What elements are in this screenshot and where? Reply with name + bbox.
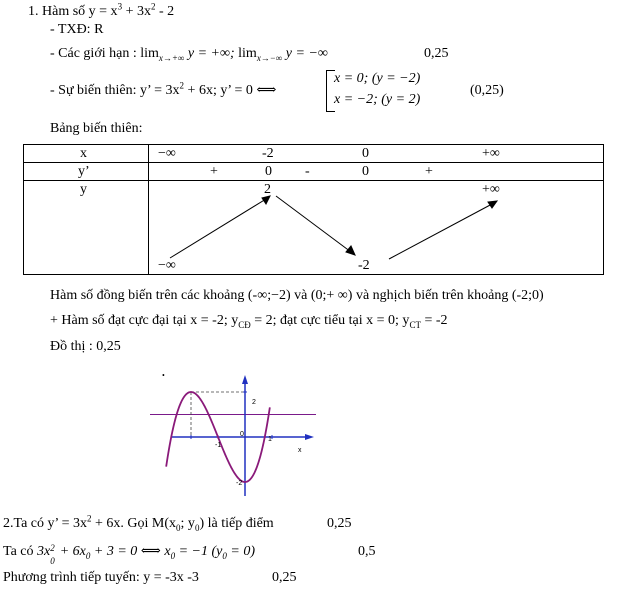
domain-line: - TXĐ: R [50,22,104,37]
label-y-2: 2 [252,399,256,406]
part2-line1: 2.Ta có y’ = $3x^2 + 6x$. Gọi $M(x_0$; $y_0$) là tiếp điểm [3,513,274,533]
problem-title: 1. Hàm số $y = x^3 + 3x^2 - 2$ [28,1,175,19]
x-neg-inf: −∞ [158,146,176,161]
case-xm2: x = −2; (y = 2) [334,92,421,107]
variation-score: (0,25) [470,83,504,98]
sign-plus-1: + [210,164,218,179]
y-pos-inf: +∞ [482,182,500,197]
limits-score: 0,25 [424,46,449,61]
graph-dot: • [162,371,165,380]
y-min-value: -2 [358,258,370,273]
row-y-label: y [80,182,87,197]
part2-line3-score: 0,25 [272,570,297,585]
part2-line2-score: 0,5 [358,544,376,559]
variation-line: - Sự biến thiên: y’ = $3x^2 + 6x$; y’ = 0 ⟺ [50,80,277,98]
label-origin: 0 [240,431,244,438]
sign-minus: - [305,164,310,179]
row-x-label: x [80,146,87,161]
table-caption: Bảng biến thiên: [50,121,143,136]
y-max-value: 2 [264,182,271,197]
sign-plus-2: + [425,164,433,179]
x-axis-arrow [305,434,314,440]
derivative-zero-2: 0 [362,164,369,179]
limits-line: - Các giới hạn : $\lim_{x\to+\infty} y$ = +∞; $\lim_{x\to-\infty} y$ = −∞ [50,46,328,63]
monotonic-line: Hàm số đồng biến trên các khoảng (-∞;−2) và (0;+ ∞) và nghịch biến trên khoảng (-2;0) [50,288,544,303]
label-x-axis: x [298,447,302,454]
part2-line1-score: 0,25 [327,516,352,531]
label-y-minus-2: -2 [236,480,243,487]
part2-line3: Phương trình tiếp tuyến: y = -3x -3 [3,570,199,585]
case-x0: x = 0; (y = −2) [334,71,421,86]
y-neg-inf: −∞ [158,258,176,273]
y-axis-arrow [242,375,248,384]
derivative-zero-1: 0 [265,164,272,179]
part2-line2: Ta có 3x 2 0 + $6x_0 + 3 = 0$ ⟺ $x_0 = -1$ $(y_0 = 0)$ [3,543,255,566]
row-dy-label: y’ [78,164,90,179]
x-pos-inf: +∞ [482,146,500,161]
x-zero: 0 [362,146,369,161]
extrema-line: + Hàm số đạt cực đại tại x = -2; $y_{CĐ} = 2$; đạt cực tiểu tại x = 0; $y_{CT} = -2$ [50,313,448,330]
x-minus-2: -2 [262,146,274,161]
graph-label: Đồ thị : 0,25 [50,339,121,354]
label-x-1: 1 [268,436,272,443]
label-x-minus-1: -1 [215,442,222,449]
